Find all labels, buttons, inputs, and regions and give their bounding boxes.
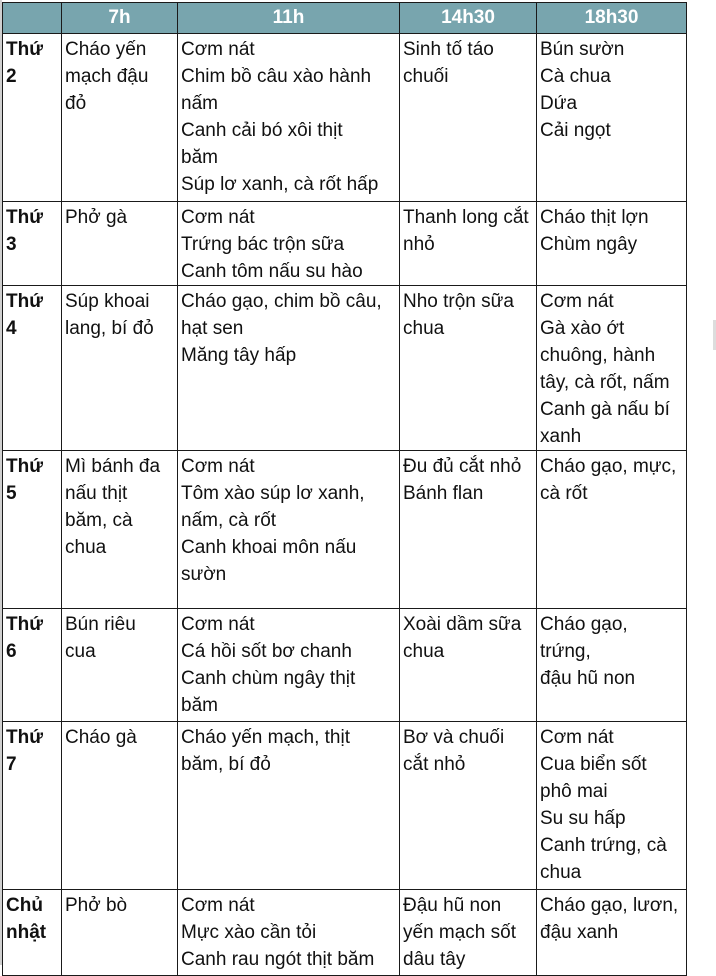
meal-item-line: Bún sườn (540, 39, 625, 60)
meal-item-line: Cơm nát (181, 456, 255, 477)
meal-item-line: Canh cải bó xôi thịt (181, 120, 343, 141)
header-7h: 7h (62, 3, 178, 34)
meal-item-line: Cơm nát (540, 291, 614, 312)
header-corner (3, 3, 62, 34)
meal-item-line: băm, cà (65, 510, 133, 531)
meal-18h30-cell (537, 890, 687, 976)
day-label: Thứ 2 (3, 34, 62, 202)
meal-item-line: đậu xanh (540, 922, 619, 943)
meal-item-line: Đu đủ cắt nhỏ (403, 456, 522, 477)
meal-item-line: Cháo gà (65, 727, 137, 748)
meal-item-line: Cải ngọt (540, 120, 611, 141)
meal-item-line: Cá hồi sốt bơ chanh (181, 641, 352, 662)
meal-18h30-cell (537, 609, 687, 722)
meal-item-line: Gà xào ớt (540, 318, 625, 339)
meal-item-line: băm, bí đỏ (181, 754, 271, 775)
meal-item-line: Cơm nát (181, 39, 255, 60)
meal-item-line: Cơm nát (540, 727, 614, 748)
meal-item-line: dâu tây (403, 949, 466, 970)
meal-11h-cell (178, 286, 400, 451)
meal-item-line: lang, bí đỏ (65, 318, 154, 339)
meal-item-line: nấm (181, 93, 218, 114)
meal-7h-cell (62, 451, 178, 609)
meal-item-line: phô mai (540, 781, 608, 802)
meal-item-line: Bún riêu (65, 614, 136, 635)
meal-item-line: Cháo yến (65, 39, 147, 60)
meal-item-line: chua (540, 862, 582, 883)
meal-item-line: yến mạch sốt (403, 922, 516, 943)
day-label: Thứ 7 (3, 722, 62, 890)
meal-item-line: Cơm nát (181, 207, 255, 228)
meal-7h-cell (62, 286, 178, 451)
meal-7h-cell (62, 890, 178, 976)
meal-14h30-cell (400, 451, 537, 609)
meal-item-line: đỏ (65, 93, 87, 114)
header-18h30: 18h30 (537, 3, 687, 34)
weekly-meal-plan-table (2, 2, 687, 976)
meal-item-line: Đậu hũ non (403, 895, 502, 916)
day-label: Thứ 6 (3, 609, 62, 722)
table-row (3, 286, 687, 451)
meal-item-line: sườn (181, 564, 227, 585)
meal-14h30-cell (400, 286, 537, 451)
meal-item-line: Canh tôm nấu su hào (181, 261, 363, 282)
meal-item-line: chua (403, 318, 445, 339)
meal-item-line: Cháo gạo, trứng, (540, 614, 628, 662)
meal-item-line: Cháo gạo, chim bồ câu, (181, 291, 382, 312)
meal-7h-cell (62, 609, 178, 722)
meal-18h30-cell (537, 286, 687, 451)
day-label: Thứ 4 (3, 286, 62, 451)
meal-item-line: chua (65, 537, 107, 558)
meal-item-line: nấu thịt (65, 483, 128, 504)
meal-item-line: chuối (403, 66, 449, 87)
meal-item-line: Su su hấp (540, 808, 626, 829)
meal-item-line: đậu hũ non (540, 668, 636, 689)
meal-item-line: Mì bánh đa (65, 456, 161, 477)
day-label (3, 890, 62, 976)
meal-item-line: Cháo gạo, lươn, (540, 895, 679, 916)
table-row (3, 451, 687, 609)
meal-18h30-cell (537, 34, 687, 202)
meal-item-line: cà rốt (540, 483, 588, 504)
meal-18h30-cell (537, 202, 687, 286)
meal-7h-cell (62, 722, 178, 890)
day-label: Thứ 5 (3, 451, 62, 609)
meal-14h30-cell (400, 609, 537, 722)
meal-item-line: Cơm nát (181, 614, 255, 635)
meal-18h30-cell (537, 451, 687, 609)
meal-item-line: băm (181, 147, 218, 168)
meal-item-line: chua (403, 641, 445, 662)
meal-11h-cell (178, 34, 400, 202)
meal-item-line: Phở gà (65, 207, 128, 228)
meal-item-line: nhỏ (403, 234, 435, 255)
meal-item-line: Canh khoai môn nấu (181, 537, 357, 558)
meal-item-line: Canh gà nấu bí (540, 399, 670, 420)
table-row (3, 609, 687, 722)
meal-item-line: Cháo thịt lợn (540, 207, 649, 228)
meal-item-line: Canh chùm ngây thịt (181, 668, 356, 689)
meal-7h-cell (62, 202, 178, 286)
meal-item-line: băm (181, 695, 218, 716)
day-label-line: nhật (6, 922, 47, 943)
meal-item-line: tây, cà rốt, nấm (540, 372, 670, 393)
meal-item-line: Cua biển sốt (540, 754, 647, 775)
meal-item-line: Sinh tố táo (403, 39, 494, 60)
meal-item-line: Xoài dầm sữa (403, 614, 522, 635)
meal-item-line: Cơm nát (181, 895, 255, 916)
meal-item-line: hạt sen (181, 318, 244, 339)
meal-18h30-cell (537, 722, 687, 890)
meal-item-line: Bánh flan (403, 483, 484, 504)
meal-11h-cell (178, 722, 400, 890)
meal-14h30-cell (400, 202, 537, 286)
header-11h: 11h (178, 3, 400, 34)
meal-14h30-cell (400, 34, 537, 202)
meal-item-line: chuông, hành (540, 345, 656, 366)
meal-item-line: Phở bò (65, 895, 128, 916)
header-14h30: 14h30 (400, 3, 537, 34)
meal-item-line: Cháo yến mạch, thịt (181, 727, 350, 748)
meal-item-line: cắt nhỏ (403, 754, 466, 775)
table-row (3, 34, 687, 202)
meal-11h-cell (178, 890, 400, 976)
table-body (3, 34, 687, 976)
meal-item-line: Súp lơ xanh, cà rốt hấp (181, 174, 379, 195)
meal-11h-cell (178, 609, 400, 722)
meal-7h-cell (62, 34, 178, 202)
table-row (3, 890, 687, 976)
meal-item-line: cua (65, 641, 96, 662)
meal-item-line: Súp khoai (65, 291, 150, 312)
meal-11h-cell (178, 451, 400, 609)
meal-item-line: Chùm ngây (540, 234, 638, 255)
meal-item-line: mạch đậu (65, 66, 149, 87)
meal-item-line: Canh trứng, cà (540, 835, 667, 856)
table-row (3, 722, 687, 890)
meal-item-line: Chim bồ câu xào hành (181, 66, 372, 87)
meal-item-line: Thanh long cắt (403, 207, 529, 228)
meal-item-line: Cháo gạo, mực, (540, 456, 677, 477)
meal-item-line: xanh (540, 426, 582, 447)
day-label-line: Chủ (6, 895, 43, 916)
meal-item-line: Nho trộn sữa (403, 291, 514, 312)
meal-item-line: Dứa (540, 93, 578, 114)
header-row (3, 3, 687, 34)
meal-item-line: Mực xào cần tỏi (181, 922, 317, 943)
table-row (3, 202, 687, 286)
meal-item-line: Tôm xào súp lơ xanh, (181, 483, 365, 504)
meal-item-line: Măng tây hấp (181, 345, 297, 366)
meal-item-line: Bơ và chuối (403, 727, 505, 748)
meal-item-line: Canh rau ngót thịt băm (181, 949, 375, 970)
meal-11h-cell (178, 202, 400, 286)
meal-item-line: Cà chua (540, 66, 611, 87)
meal-14h30-cell (400, 722, 537, 890)
day-label: Thứ 3 (3, 202, 62, 286)
meal-14h30-cell (400, 890, 537, 976)
meal-item-line: Trứng bác trộn sữa (181, 234, 345, 255)
meal-item-line: nấm, cà rốt (181, 510, 277, 531)
